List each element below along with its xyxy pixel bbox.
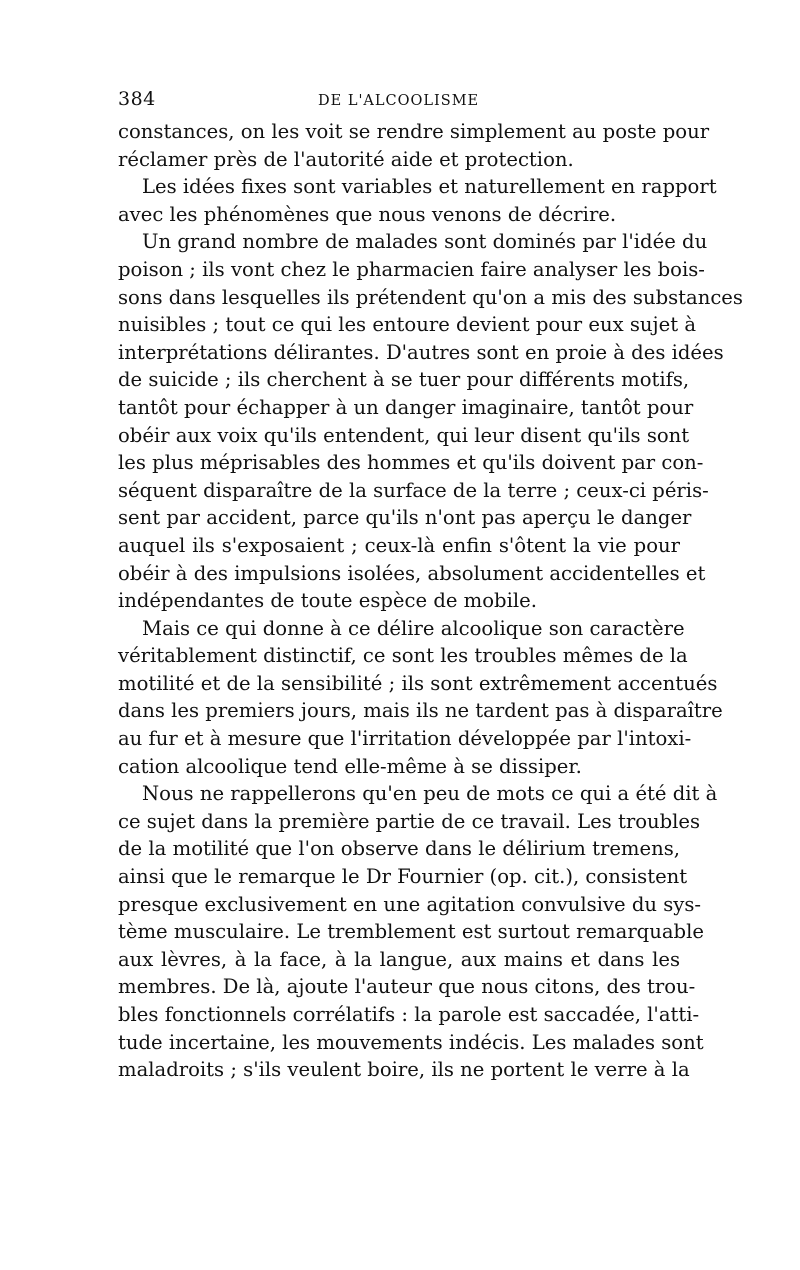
- text-line: ce sujet dans la première partie de ce travail. Les troubles: [118, 809, 701, 833]
- text-line: maladroits ; s'ils veulent boire, ils ne portent le verre à la: [118, 1058, 690, 1082]
- text-line: les plus méprisables des hommes et qu'ils doivent par con-: [118, 451, 704, 475]
- text-line: nuisibles ; tout ce qui les entoure devient pour eux sujet à: [118, 313, 696, 337]
- text-line: dans les premiers jours, mais ils ne tardent pas à disparaître: [118, 699, 723, 723]
- text-line: interprétations délirantes. D'autres sont en proie à des idées: [118, 340, 724, 364]
- body-text: [118, 118, 743, 1084]
- text-line: ainsi que le remarque le Dr Fournier (op. cit.), consistent: [118, 865, 688, 889]
- paragraph: [118, 228, 743, 614]
- book-page: [118, 88, 743, 1084]
- text-line: tantôt pour échapper à un danger imaginaire, tantôt pour: [118, 395, 694, 419]
- text-line: de la motilité que l'on observe dans le délirium tremens,: [118, 837, 680, 861]
- text-line: indépendantes de toute espèce de mobile.: [118, 589, 537, 613]
- text-line: motilité et de la sensibilité ; ils sont extrêmement accentués: [118, 671, 718, 695]
- text-line: Un grand nombre de malades sont dominés par l'idée du: [142, 230, 708, 254]
- text-line: Mais ce qui donne à ce délire alcoolique son caractère: [142, 616, 685, 640]
- paragraph: [118, 780, 718, 1084]
- text-line: réclamer près de l'autorité aide et protection.: [118, 147, 574, 171]
- text-line: Nous ne rappellerons qu'en peu de mots ce qui a été dit à: [142, 782, 718, 806]
- text-line: aux lèvres, à la face, à la langue, aux mains et dans les: [118, 947, 680, 971]
- text-line: presque exclusivement en une agitation convulsive du sys-: [118, 892, 702, 916]
- text-line: obéir à des impulsions isolées, absolument accidentelles et: [118, 561, 706, 585]
- text-line: auquel ils s'exposaient ; ceux-là enfin s'ôtent la vie pour: [118, 533, 680, 557]
- text-line: constances, on les voit se rendre simplement au poste pour: [118, 120, 710, 143]
- text-line: tude incertaine, les mouvements indécis. Les malades sont: [118, 1030, 704, 1054]
- text-line: véritablement distinctif, ce sont les troubles mêmes de la: [118, 644, 688, 668]
- paragraph: [118, 118, 710, 173]
- text-line: au fur et à mesure que l'irritation développée par l'intoxi-: [118, 727, 692, 751]
- text-line: cation alcoolique tend elle-même à se dissiper.: [118, 754, 582, 778]
- text-line: sons dans lesquelles ils prétendent qu'on a mis des substances: [118, 285, 743, 309]
- text-line: membres. De là, ajoute l'auteur que nous citons, des trou-: [118, 975, 696, 999]
- text-line: tème musculaire. Le tremblement est surtout remarquable: [118, 920, 704, 944]
- text-line: Les idées fixes sont variables et naturellement en rapport: [142, 175, 717, 199]
- text-line: poison ; ils vont chez le pharmacien faire analyser les bois-: [118, 257, 705, 281]
- paragraph: [118, 173, 717, 228]
- page-number: 384: [118, 88, 156, 110]
- text-line: avec les phénomènes que nous venons de décrire.: [118, 202, 617, 226]
- page-header: [118, 88, 680, 118]
- text-line: sent par accident, parce qu'ils n'ont pas aperçu le danger: [118, 506, 692, 530]
- text-line: bles fonctionnels corrélatifs : la parole est saccadée, l'atti-: [118, 1003, 700, 1026]
- text-line: de suicide ; ils cherchent à se tuer pour différents motifs,: [118, 368, 690, 392]
- paragraph: [118, 615, 723, 781]
- text-line: obéir aux voix qu'ils entendent, qui leur disent qu'ils sont: [118, 423, 690, 447]
- text-line: séquent disparaître de la surface de la terre ; ceux-ci péris-: [118, 478, 709, 502]
- running-title: DE L'ALCOOLISME: [318, 93, 480, 109]
